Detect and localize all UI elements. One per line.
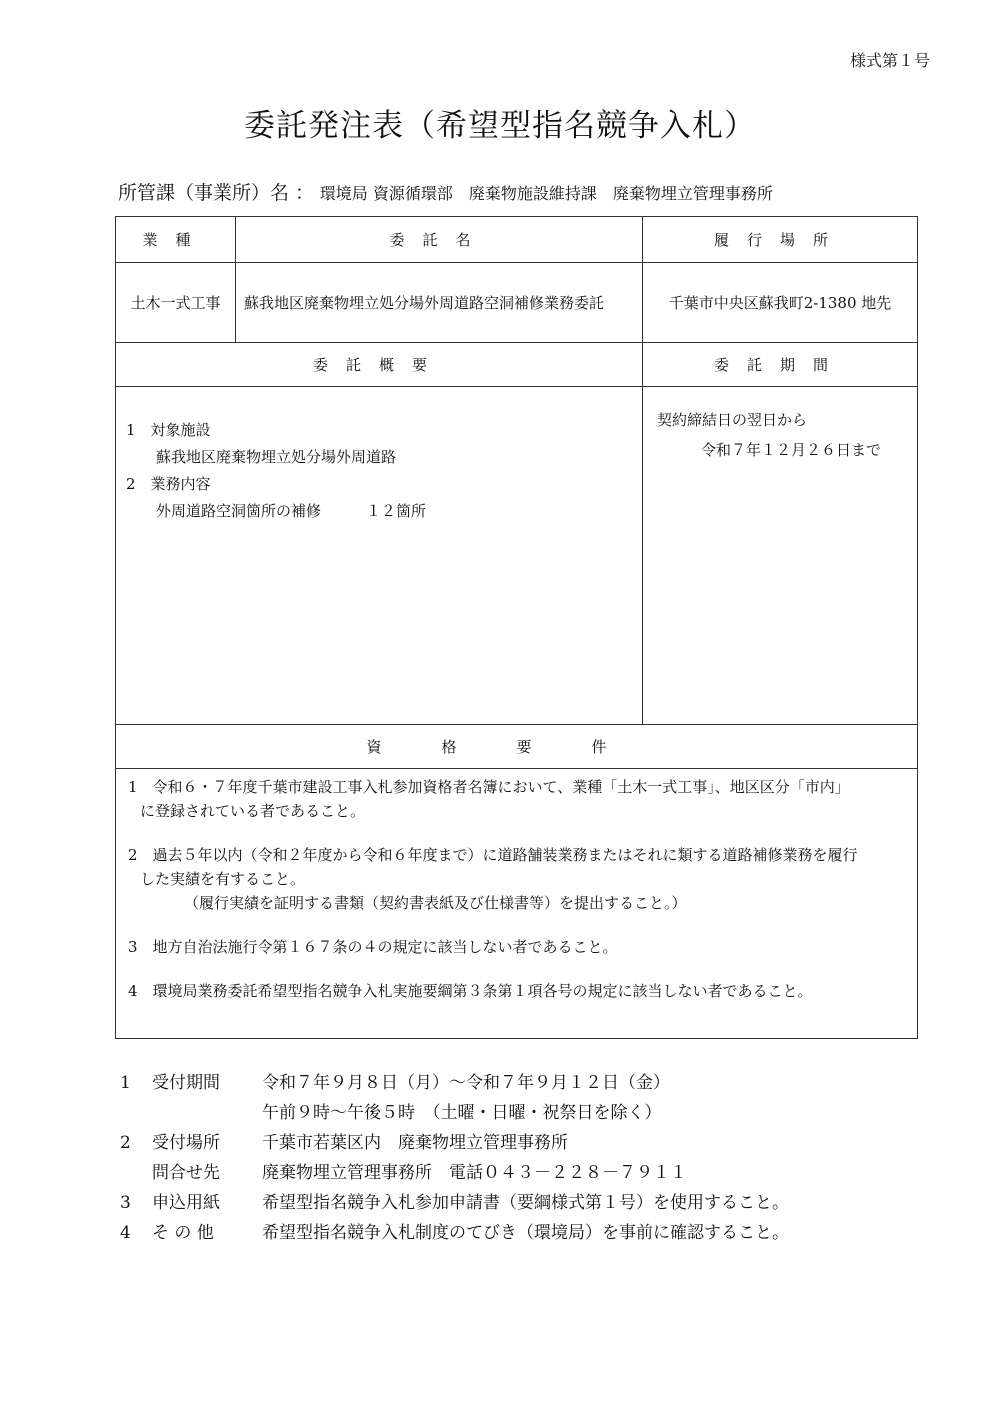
notes-section: [120, 1068, 789, 1248]
requirement-note: （履行実績を証明する書類（契約書表紙及び仕様書等）を提出すること。）: [184, 894, 687, 912]
note-label: 問合せ先: [152, 1163, 220, 1183]
requirement-text: 4 環境局業務委託希望型指名競争入札実施要綱第３条第１項各号の規定に該当しない者であること。: [128, 982, 813, 1000]
commission-name: 蘇我地区廃棄物埋立処分場外周道路空洞補修業務委託: [236, 263, 643, 343]
overview-line: 蘇我地区廃棄物埋立処分場外周道路: [126, 448, 397, 466]
note-number: 3: [120, 1193, 131, 1213]
note-number: 2: [120, 1133, 131, 1153]
page-title: 委託発注表（希望型指名競争入札）: [244, 108, 756, 144]
note-value: 午前９時～午後５時 （土曜・日曜・祝祭日を除く）: [262, 1103, 662, 1123]
note-row: [120, 1068, 789, 1098]
overview-line: 1 対象施設: [126, 421, 211, 439]
overview-cell: [116, 387, 643, 725]
form-number: 様式第１号: [849, 51, 930, 70]
requirement-text: 1 令和６・７年度千葉市建設工事入札参加資格者名簿において、業種「土木一式工事」、地区区分「市内」: [128, 778, 850, 796]
note-row: [120, 1098, 789, 1128]
overview-line: 外周道路空洞箇所の補修 １２箇所: [126, 502, 427, 520]
requirement-item: [128, 935, 909, 959]
order-table: [115, 216, 918, 1039]
department-line: [118, 178, 773, 205]
note-value: 希望型指名競争入札制度のてびき（環境局）を事前に確認すること。: [262, 1223, 789, 1243]
header-requirements: 資格要件: [116, 725, 918, 769]
note-value: 希望型指名競争入札参加申請書（要綱様式第１号）を使用すること。: [262, 1193, 789, 1213]
note-number: 1: [120, 1073, 131, 1093]
period-end: 令和７年１２月２６日まで: [701, 441, 882, 459]
note-row: [120, 1188, 789, 1218]
department-value: 環境局 資源循環部 廃棄物施設維持課 廃棄物埋立管理事務所: [319, 184, 773, 203]
header-type: 業種: [116, 217, 236, 263]
note-row: [120, 1158, 789, 1188]
note-value: 千葉市若葉区内 廃棄物埋立管理事務所: [262, 1133, 568, 1153]
note-value: 令和７年９月８日（月）～令和７年９月１２日（金）: [262, 1073, 670, 1093]
requirement-text: 2 過去５年以内（令和２年度から令和６年度まで）に道路舗装業務またはそれに類する道路補修業務を履行: [128, 846, 858, 864]
note-label: 申込用紙: [152, 1193, 220, 1213]
header-period: 委託期間: [643, 343, 918, 387]
note-row: [120, 1218, 789, 1248]
note-label: 受付期間: [152, 1073, 220, 1093]
note-row: [120, 1128, 789, 1158]
header-place: 履行場所: [643, 217, 918, 263]
requirement-item: [128, 775, 909, 823]
note-label: そ の 他: [152, 1223, 214, 1243]
requirement-continuation: に登録されている者であること。: [140, 802, 366, 820]
requirement-continuation: した実績を有すること。: [140, 870, 306, 888]
note-value: 廃棄物埋立管理事務所 電話０４３－２２８－７９１１: [262, 1163, 687, 1183]
period-start: 契約締結日の翌日から: [657, 411, 808, 429]
note-number: [120, 1098, 152, 1128]
note-number: 4: [120, 1223, 131, 1243]
requirements-cell: [116, 769, 918, 1039]
work-place: 千葉市中央区蘇我町2-1380 地先: [643, 263, 918, 343]
requirement-item: [128, 979, 909, 1003]
requirement-item: [128, 843, 909, 915]
note-label: 受付場所: [152, 1133, 220, 1153]
header-name: 委託名: [236, 217, 643, 263]
department-label: 所管課（事業所）名 ：: [118, 182, 315, 204]
note-label: [152, 1098, 262, 1128]
note-number: [120, 1158, 152, 1188]
overview-line: 2 業務内容: [126, 475, 211, 493]
period-cell: [643, 387, 918, 725]
requirement-text: 3 地方自治法施行令第１６７条の４の規定に該当しない者であること。: [128, 938, 618, 956]
business-type: 土木一式工事: [116, 263, 236, 343]
header-overview: 委託概要: [116, 343, 643, 387]
